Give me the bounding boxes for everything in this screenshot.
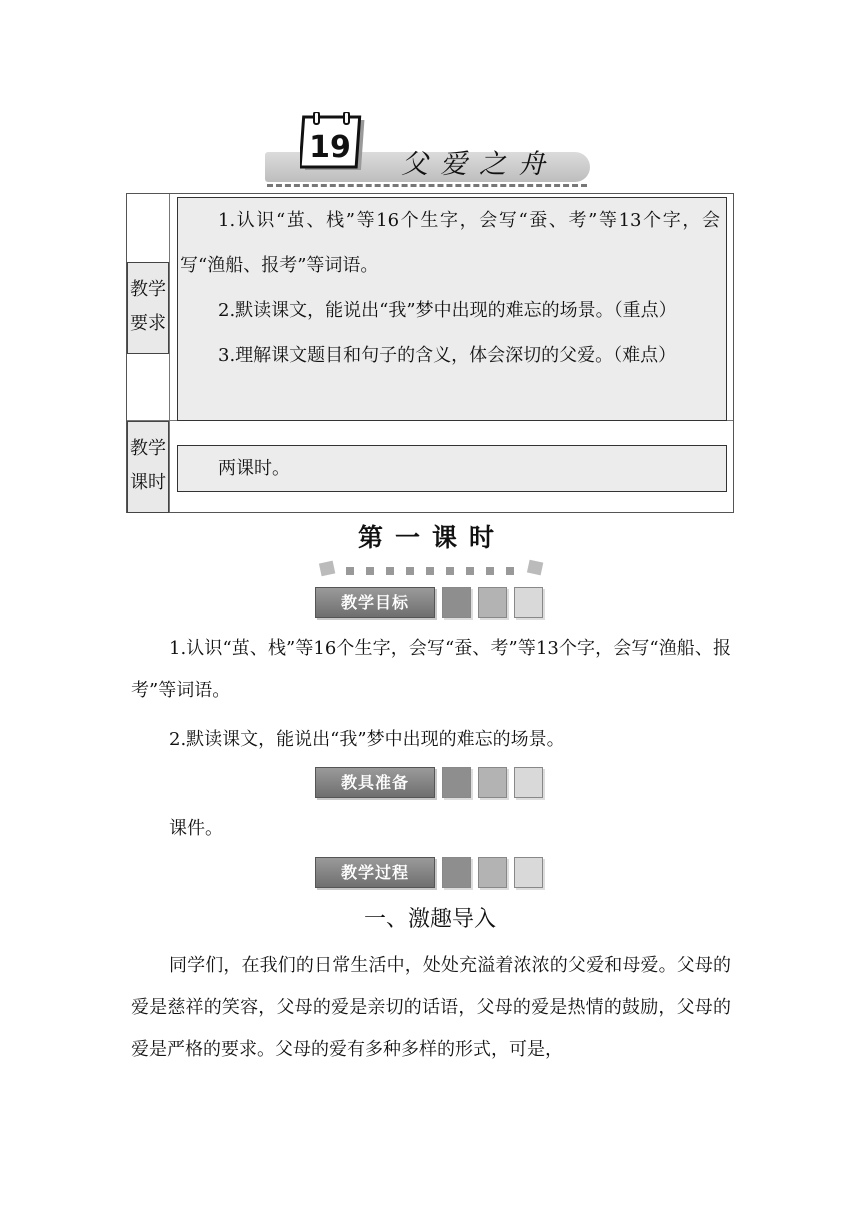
process-tag xyxy=(315,857,545,891)
materials-tag xyxy=(315,767,545,801)
hours-label-line2: 课时 xyxy=(130,472,166,493)
tag-square xyxy=(478,857,507,888)
lesson-title: 父爱之舟 xyxy=(401,149,557,180)
period-title-text: 第一课时 xyxy=(358,523,507,552)
goals-label-line2: 要求 xyxy=(130,313,166,334)
hours-label-line1: 教学 xyxy=(130,438,166,459)
step1-heading: 一、激趣导入 xyxy=(363,907,496,932)
tag-square xyxy=(478,587,507,618)
tag-square xyxy=(514,587,543,618)
goals-label xyxy=(127,262,169,354)
goal-item: 3.理解课文题目和句子的含义，体会深切的父爱。（难点） xyxy=(218,345,677,366)
tag-square xyxy=(514,767,543,798)
objectives-tag-label: 教学目标 xyxy=(315,587,435,618)
table-column-divider xyxy=(169,194,170,512)
goals-content xyxy=(177,197,727,421)
tag-square xyxy=(442,767,471,798)
lesson-header xyxy=(265,110,595,190)
objective-item: 1.认识“茧、栈”等16个生字，会写“蚕、考”等13个字，会写“渔船、报考”等词语。 xyxy=(131,638,731,701)
period-title xyxy=(318,518,548,578)
goal-item: 2.默读课文，能说出“我”梦中出现的难忘的场景。（重点） xyxy=(218,300,677,321)
requirements-table xyxy=(126,193,734,513)
step1-paragraph: 同学们，在我们的日常生活中，处处充溢着浓浓的父爱和母爱。父母的爱是慈祥的笑容，父母的爱是亲切的话语，父母的爱是热情的鼓励，父母的爱是严格的要求。父母的爱有多种多样的形式，可是， xyxy=(131,955,731,1060)
lesson-number: 19 xyxy=(309,130,351,165)
hours-text: 两课时。 xyxy=(218,458,290,479)
period-title-decoration xyxy=(318,558,548,578)
materials-text: 课件。 xyxy=(169,818,223,839)
goal-item: 1.认识“茧、栈”等16个生字，会写“蚕、考”等13个字，会写“渔船、报考”等词语。 xyxy=(180,210,720,276)
hours-label xyxy=(127,421,169,513)
materials-tag-label: 教具准备 xyxy=(315,767,435,798)
dashed-divider xyxy=(267,184,587,187)
tag-square xyxy=(478,767,507,798)
tag-square xyxy=(514,857,543,888)
tag-square xyxy=(442,857,471,888)
hours-content xyxy=(177,445,727,492)
calendar-icon xyxy=(300,112,370,174)
process-tag-label: 教学过程 xyxy=(315,857,435,888)
tag-square xyxy=(442,587,471,618)
goals-label-line1: 教学 xyxy=(130,279,166,300)
objectives-tag xyxy=(315,587,545,621)
objective-item: 2.默读课文，能说出“我”梦中出现的难忘的场景。 xyxy=(169,729,565,750)
